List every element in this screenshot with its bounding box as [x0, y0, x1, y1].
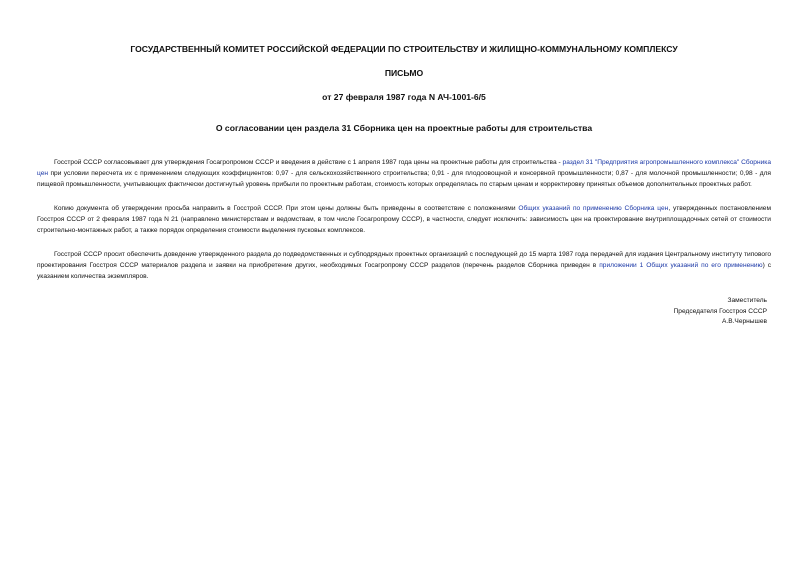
document-body — [37, 157, 771, 282]
paragraph-3-text-b: ) с указанием количества экземпляров. — [37, 262, 772, 280]
signature-position: Заместитель — [727, 297, 767, 304]
paragraph-3-text-a: Госстрой СССР просит обеспечить доведение утвержденного раздела до подведомственных и субподрядных проектных организаций с последующей до 15 марта 1987 года передачей для издания Центральному институту типового проектирования Госстроя СССР материалов раздела и заявки на приобретение других, необходимых Госагропрому СССР разделов (перечень разделов Сборника приведен в — [37, 251, 771, 269]
document-type-heading: ПИСЬМО — [384, 68, 424, 78]
paragraph-2-text-a: Копию документа об утверждении просьба направить в Госстрой СССР. При этом цены должны быть приведены в соответствие с положениями — [54, 205, 519, 212]
paragraph-1-text-b: при условии пересчета их с применением следующих коэффициентов: 0,97 - для сельскохозяйственного строительства; 0,91 - для плодоовощной и консервной промышленности; 0,87 - для молочной промышленности; 0,98 - для пищевой промышленности, учитывающих фактически достигнутый уровень прибыли по проектным работам, стоимость которых определялась по старым ценам и корректировку принятых объемов дополнительных проектных работ. — [37, 170, 771, 188]
signature-name: А.В.Чернышев — [721, 318, 767, 325]
section-31-link[interactable]: раздел 31 "Предприятия агропромышленного комплекса" Сборника цен — [37, 159, 771, 177]
general-instructions-link[interactable]: Общих указаний по применению Сборника цен — [518, 205, 669, 212]
paragraph-1-text-a: Госстрой СССР согласовывает для утверждения Госагропромом СССР и введения в действие с 1 апреля 1987 года цены на проектные работы для строительства - — [54, 159, 563, 166]
paragraph-2 — [37, 203, 771, 236]
organization-heading: ГОСУДАРСТВЕННЫЙ КОМИТЕТ РОССИЙСКОЙ ФЕДЕРАЦИИ ПО СТРОИТЕЛЬСТВУ И ЖИЛИЩНО-КОММУНАЛЬНОМУ КОМПЛЕКСУ — [130, 44, 678, 54]
paragraph-1 — [37, 157, 771, 190]
document-subject: О согласовании цен раздела 31 Сборника цен на проектные работы для строительства — [215, 123, 593, 133]
appendix-1-link[interactable]: приложении 1 Общих указаний по его применению — [599, 262, 763, 269]
paragraph-3 — [37, 249, 771, 282]
signature-block — [37, 296, 771, 328]
signature-organization: Председателя Госстроя СССР — [673, 307, 767, 315]
document-date-number: от 27 февраля 1987 года N АЧ-1001-6/5 — [322, 92, 486, 102]
paragraph-2-text-b: , утвержденных постановлением Госстроя СССР от 2 февраля 1987 года N 21 (направлено министерствам и ведомствам, в том числе Госагропрому СССР), в частности, следует исключить: зависимость цен на проектирование внутриплощадочных сетей от стоимости строительно-монтажных работ, а также порядок определения стоимости выделения пусковых комплексов. — [37, 205, 771, 234]
